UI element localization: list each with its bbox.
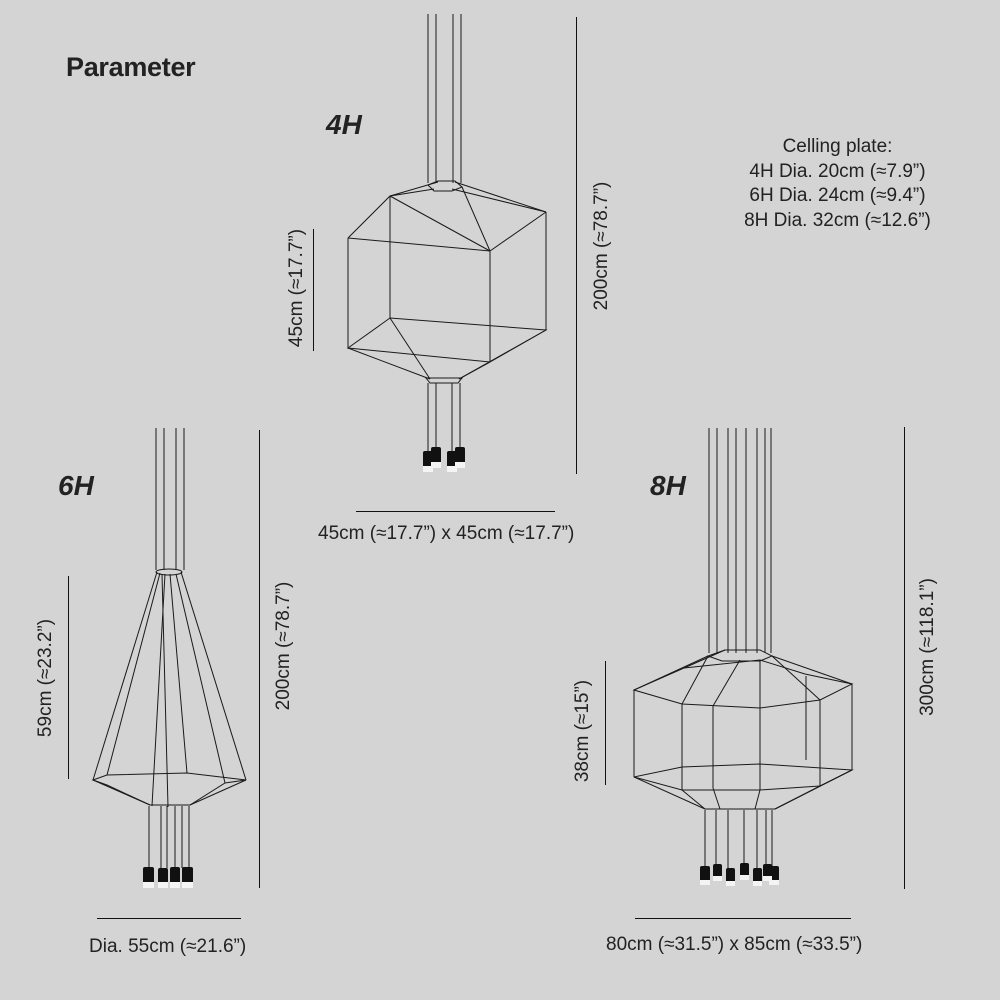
dim-line-8h-width	[635, 918, 851, 919]
ceiling-plate-line-8h: 8H Dia. 32cm (≈12.6”)	[744, 209, 931, 231]
model-label-6h: 6H	[58, 470, 94, 501]
bulbs-8h	[700, 863, 779, 886]
dim-line-6h-height	[68, 576, 69, 779]
dim-line-4h-total	[576, 17, 577, 474]
dim-4h-width: 45cm (≈17.7”) x 45cm (≈17.7”)	[318, 523, 575, 544]
ceiling-plate-heading: Celling plate:	[782, 136, 893, 157]
dim-line-4h-height	[313, 229, 314, 351]
dim-4h-height: 45cm (≈17.7”)	[286, 228, 307, 348]
model-label-4h: 4H	[326, 109, 362, 140]
lamp-4h-drawing	[348, 14, 546, 452]
dim-4h-total: 200cm (≈78.7”)	[591, 181, 612, 311]
bulbs-6h	[143, 867, 193, 888]
dim-line-6h-width	[97, 918, 241, 919]
dim-8h-width: 80cm (≈31.5”) x 85cm (≈33.5”)	[606, 934, 863, 955]
dim-6h-height: 59cm (≈23.2”)	[35, 618, 56, 738]
ceiling-plate-line-4h: 4H Dia. 20cm (≈7.9”)	[749, 160, 926, 182]
dim-line-8h-total	[904, 427, 905, 889]
dim-8h-height: 38cm (≈15”)	[572, 679, 593, 783]
lamp-6h-drawing	[93, 428, 246, 868]
bulbs-4h	[423, 447, 465, 472]
model-label-8h: 8H	[650, 470, 686, 501]
page-title: Parameter	[66, 52, 196, 82]
dim-line-8h-height	[605, 661, 606, 785]
dim-line-4h-width	[356, 511, 555, 512]
ceiling-plate-line-6h: 6H Dia. 24cm (≈9.4”)	[749, 185, 926, 206]
dim-line-6h-total	[259, 430, 260, 888]
dim-8h-total: 300cm (≈118.1”)	[917, 578, 938, 716]
dim-6h-width: Dia. 55cm (≈21.6”)	[89, 936, 247, 957]
dim-6h-total: 200cm (≈78.7”)	[273, 581, 294, 711]
